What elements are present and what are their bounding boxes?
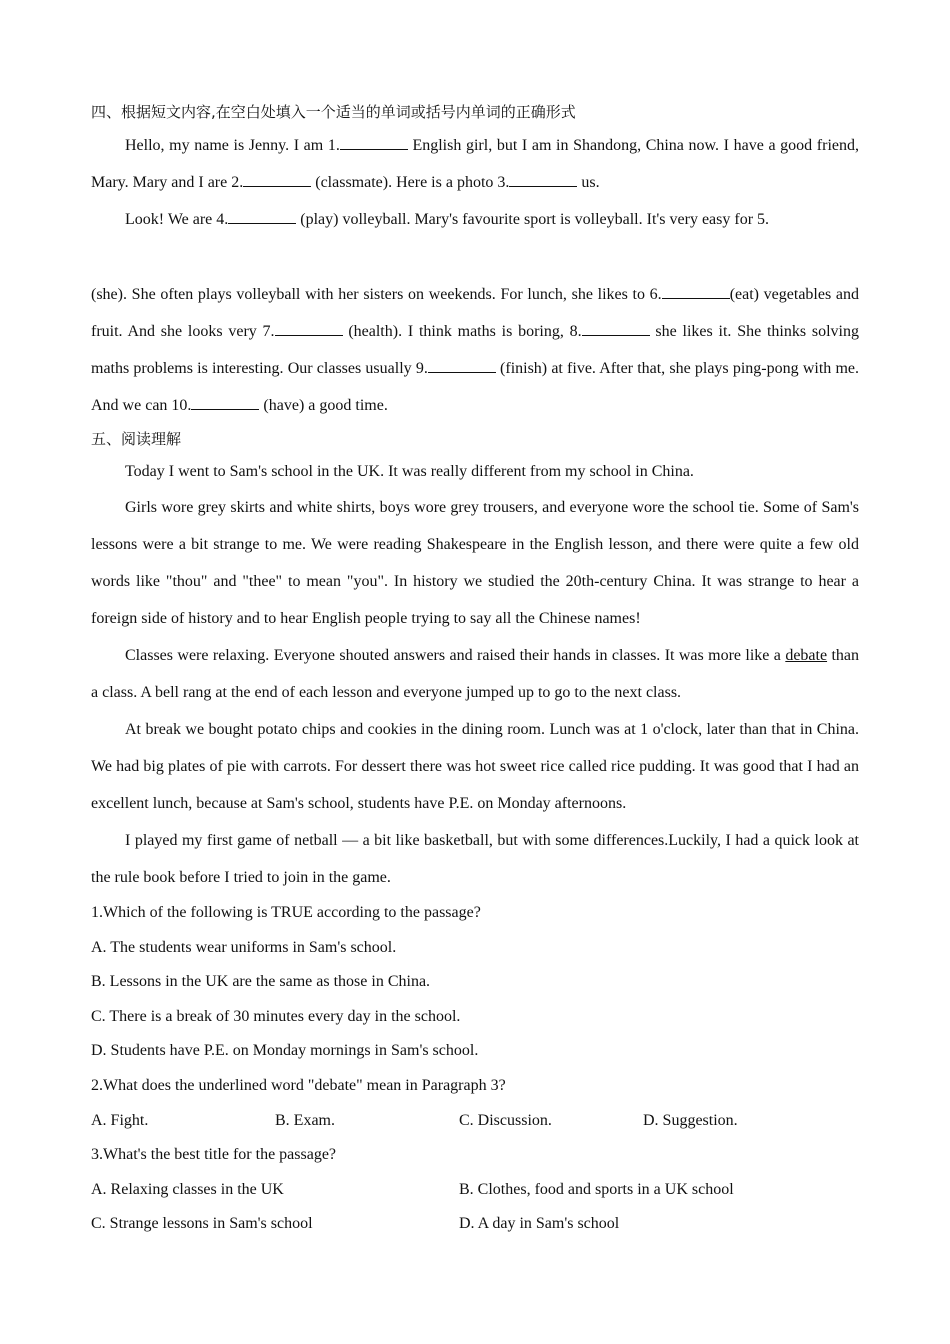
blank-10 (191, 395, 259, 410)
cloze-paragraph-3: (she). She often plays volleyball with her sisters on weekends. For lunch, she likes to 6. (eat) vegetables and fruit. And she looks very 7. (health). I think maths is boring, 8. she likes it. She thinks solving maths problems is interesting. Our classes usually 9. (finish) at five. After that, she plays ping-pong with me. And we can 10. (have) a good time. (91, 286, 859, 414)
question-3: 3.What's the best title for the passage? (91, 1146, 337, 1164)
question-2-option-c: C. Discussion. (459, 1111, 552, 1129)
question-3-options-row-2 (91, 1207, 859, 1242)
blank-5-gap (91, 238, 859, 276)
question-1-option-b: B. Lessons in the UK are the same as those in China. (91, 973, 431, 991)
blank-2 (243, 172, 311, 187)
reading-paragraph-1: Today I went to Sam's school in the UK. It was really different from my school in China. (125, 463, 694, 480)
question-3-option-d: D. A day in Sam's school (459, 1215, 620, 1233)
cloze-paragraph-1: Hello, my name is Jenny. I am 1. English girl, but I am in Shandong, China now. I have a good friend, Mary. Mary and I are 2. (classmate). Here is a photo 3. us. (91, 137, 859, 191)
question-2: 2.What does the underlined word "debate" mean in Paragraph 3? (91, 1076, 506, 1094)
question-2-option-d: D. Suggestion. (643, 1111, 738, 1129)
question-3-option-b: B. Clothes, food and sports in a UK school (459, 1180, 734, 1198)
blank-4 (228, 209, 296, 224)
cloze-paragraph-2: Look! We are 4. (play) volleyball. Mary's favourite sport is volleyball. It's very easy for 5. (125, 211, 770, 228)
question-2-option-b: B. Exam. (275, 1111, 335, 1129)
reading-paragraph-4: At break we bought potato chips and cookies in the dining room. Lunch was at 1 o'clock, later than that in China. We had big plates of pie with carrots. For dessert there was hot sweet rice called rice pudding. It was good that I had an excellent lunch, because at Sam's school, students have P.E. on Monday afternoons. (91, 721, 859, 812)
question-1-option-d: D. Students have P.E. on Monday mornings in Sam's school. (91, 1042, 479, 1060)
question-3-option-a: A. Relaxing classes in the UK (91, 1180, 284, 1198)
blank-1 (340, 135, 408, 150)
question-2-options (91, 1104, 859, 1139)
reading-paragraph-3: Classes were relaxing. Everyone shouted answers and raised their hands in classes. It was more like a debate than a class. A bell rang at the end of each lesson and everyone jumped up to go to the next class. (91, 647, 860, 701)
section-4-heading: 四、根据短文内容,在空白处填入一个适当的单词或括号内单词的正确形式 (91, 103, 576, 121)
question-3-options-row-1 (91, 1173, 859, 1208)
blank-7 (275, 321, 343, 336)
underlined-word-debate: debate (785, 647, 828, 664)
question-3-option-c: C. Strange lessons in Sam's school (91, 1215, 313, 1233)
section-5-heading: 五、阅读理解 (91, 430, 182, 448)
question-2-option-a: A. Fight. (91, 1111, 149, 1129)
blank-6 (662, 284, 730, 299)
blank-3 (509, 172, 577, 187)
question-1-option-c: C. There is a break of 30 minutes every day in the school. (91, 1007, 461, 1025)
reading-paragraph-5: I played my first game of netball — a bit like basketball, but with some differences.Luckily, I had a quick look at the rule book before I tried to join in the game. (91, 832, 859, 886)
worksheet-page (91, 97, 859, 1242)
question-1: 1.Which of the following is TRUE according to the passage? (91, 904, 481, 921)
reading-paragraph-2: Girls wore grey skirts and white shirts, boys wore grey trousers, and everyone wore the school tie. Some of Sam's lessons were a bit strange to me. We were reading Shakespeare in the English lesson, and there were quite a few old words like "thou" and "thee" to mean "you". In history we studied the 20th-century China. It was strange to hear a foreign side of history and to hear English people trying to say all the Chinese names! (91, 499, 859, 627)
question-1-option-a: A. The students wear uniforms in Sam's school. (91, 938, 397, 956)
blank-9 (428, 358, 496, 373)
blank-8 (582, 321, 650, 336)
